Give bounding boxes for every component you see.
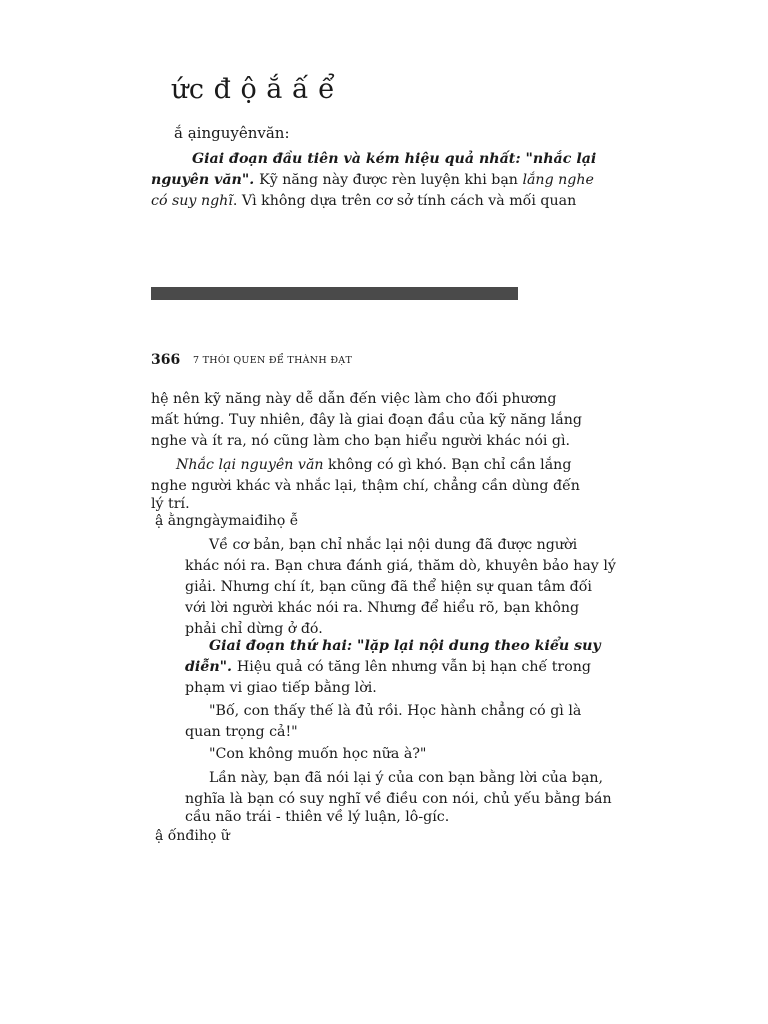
paragraph-line: mất hứng. Tuy nhiên, đây là giai đoạn đầu của kỹ năng lắng bbox=[151, 412, 582, 428]
paragraph-line: giải. Nhưng chí ít, bạn cũng đã thể hiện sự quan tâm đối bbox=[185, 579, 592, 595]
paragraph-line: với lời người khác nói ra. Nhưng để hiểu rõ, bạn không bbox=[185, 600, 580, 616]
section-heading: ức đ ộ ắ ấ ể bbox=[171, 74, 336, 105]
page-divider-bar bbox=[151, 287, 518, 300]
paragraph-line: hệ nên kỹ năng này dễ dẫn đến việc làm cho đối phương bbox=[151, 391, 557, 407]
paragraph-line: lý trí. bbox=[151, 496, 190, 512]
paragraph-line: có suy nghĩ. Vì không dựa trên cơ sở tính cách và mối quan bbox=[151, 193, 577, 209]
paragraph-line: Nhắc lại nguyên văn không có gì khó. Bạn chỉ cần lắng bbox=[176, 457, 572, 473]
paragraph-line: Giai đoạn đầu tiên và kém hiệu quả nhất: "nhắc lại bbox=[192, 151, 597, 167]
paragraph-line: Lần này, bạn đã nói lại ý của con bạn bằng lời của bạn, bbox=[209, 770, 604, 786]
subheading: ắ ạinguyênvăn: bbox=[174, 124, 290, 142]
quote-line: "Con không muốn học nữa à?" bbox=[209, 746, 427, 762]
paragraph-line: phải chỉ dừng ở đó. bbox=[185, 621, 323, 637]
quote-line: "Bố, con thấy thế là đủ rồi. Học hành chẳng có gì là bbox=[209, 703, 582, 719]
garbled-fragment: ậ ằngngàymaiđihọ ễ bbox=[155, 513, 299, 529]
paragraph-line: khác nói ra. Bạn chưa đánh giá, thăm dò, khuyên bảo hay lý bbox=[185, 558, 616, 574]
paragraph-line: nghe và ít ra, nó cũng làm cho bạn hiểu người khác nói gì. bbox=[151, 433, 571, 449]
paragraph-line: diễn". Hiệu quả có tăng lên nhưng vẫn bị hạn chế trong bbox=[185, 659, 591, 675]
paragraph-line: Về cơ bản, bạn chỉ nhắc lại nội dung đã được người bbox=[209, 537, 578, 553]
paragraph-line: Giai đoạn thứ hai: "lặp lại nội dung theo kiểu suy bbox=[209, 638, 601, 654]
page-number: 366 bbox=[151, 352, 181, 368]
quote-line: quan trọng cả!" bbox=[185, 724, 298, 740]
paragraph-line: phạm vi giao tiếp bằng lời. bbox=[185, 680, 377, 696]
paragraph-line: cầu não trái - thiên về lý luận, lô-gíc. bbox=[185, 809, 450, 825]
paragraph-line: nghe người khác và nhắc lại, thậm chí, chẳng cần dùng đến bbox=[151, 478, 580, 494]
paragraph-line: nguyên văn". Kỹ năng này được rèn luyện khi bạn lắng nghe bbox=[151, 172, 594, 188]
running-head: 7 THÓI QUEN ĐỂ THÀNH ĐẠT bbox=[193, 355, 353, 366]
garbled-fragment: ậ ốnđihọ ữ bbox=[155, 828, 230, 844]
paragraph-line: nghĩa là bạn có suy nghĩ về điều con nói, chủ yếu bằng bán bbox=[185, 791, 612, 807]
